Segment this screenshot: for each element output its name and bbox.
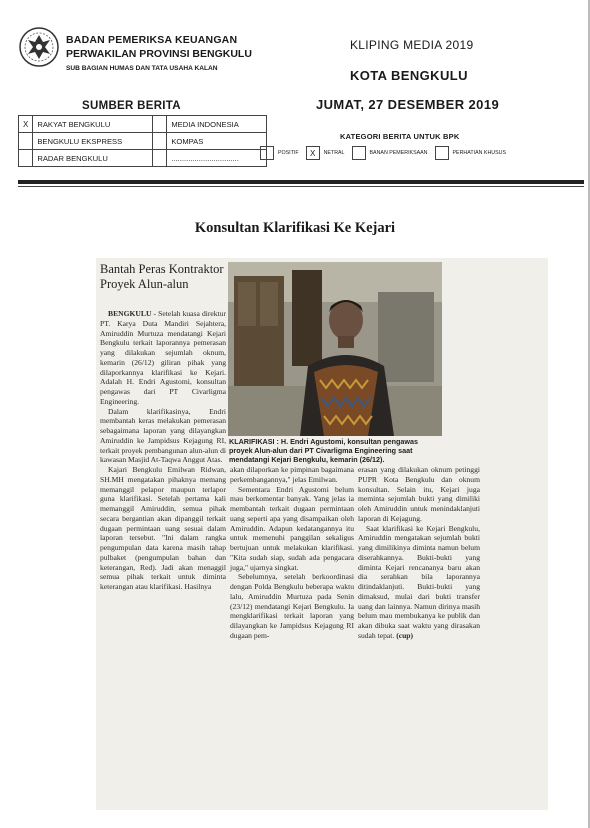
kategori-label: POSITIF	[278, 150, 299, 156]
sumber-table	[18, 115, 267, 167]
kategori-row	[260, 146, 513, 160]
kategori-label: NETRAL	[323, 150, 345, 156]
header-divider-thick	[18, 180, 584, 184]
sumber-mark[interactable]	[19, 133, 33, 150]
paragraph: Kajari Bengkulu Emilwan Ridwan, SH.MH mengatakan pihaknya memang memanggil pelapor maupun terlapor guna klarifikasi. Setelah pertama kali memanggil Amiruddin, semua pihak secara bergantian akan dipanggil terkait dugaan permintaan uang sesuai dalam laporan tersebut. "Ini dalam rangka pengumpulan data karena masih tahap pulbaket (pengumpulan bahan dan keterangan, Red). Jadi akan menaggil semua pihak terkait untuk diminta keterangan atau klarifikasi. Hasilnya	[100, 465, 226, 591]
paragraph: Sebelumnya, setelah berkoordinasi dengan Polda Bengkulu beberapa waktu lalu, Amiruddin Murtuza pada Senin (23/12) mendatangi Kejari Bengkulu. Ia mengklarifikasi terkait laporan yang dilayangkan ke Jampidsus Kejagung RI dugaan pem-	[230, 572, 354, 640]
author-sign: (cup)	[396, 630, 414, 640]
sumber-mark[interactable]	[153, 116, 167, 133]
sumber-row	[19, 133, 267, 150]
sumber-row	[19, 116, 267, 133]
kategori-checkbox[interactable]	[260, 146, 274, 160]
kategori-label: PERHATIAN KHUSUS	[452, 150, 506, 156]
sumber-name: MEDIA INDONESIA	[167, 116, 267, 133]
sumber-title: SUMBER BERITA	[82, 100, 181, 112]
kategori-checkbox[interactable]	[352, 146, 366, 160]
article-column-1	[100, 309, 226, 592]
bpk-logo	[14, 26, 64, 68]
kliping-label: KLIPING MEDIA 2019	[350, 38, 474, 52]
paragraph: erasan yang dilakukan oknum petinggi PUPR Kota Bengkulu dan oknum konsultan. Selain itu, Kejari juga meminta sejumlah bukti yang dimiliki oleh Amiruddin untuk menindaklanjuti laporan di Kejagung.	[358, 465, 480, 523]
org-name: BADAN PEMERIKSA KEUANGAN	[66, 34, 238, 46]
paragraph	[358, 524, 480, 641]
sumber-name: RAKYAT BENGKULU	[33, 116, 153, 133]
paragraph	[100, 309, 226, 407]
organization-block	[66, 34, 252, 72]
article-title: Bantah Peras Kontraktor Proyek Alun-alun	[100, 262, 224, 291]
paragraph-text: Saat klarifikasi ke Kejari Bengkulu, Amiruddin mengatakan sejumlah bukti yang dimilikinya diminta namun belum diserahkannya. Bukti-bukti yang diminta Kejari rencananya baru akan dia serahkan bila laporannya ditindaklanjuti. Bukti-bukti yang dimaksud, mulai dari bukti transfer uang dan lainnya. Namun dirinya masih belum mau membukanya ke publik dan akan dibuka saat waktu yang dirasakan sudah tepat.	[358, 523, 480, 640]
article-headline: Konsultan Klarifikasi Ke Kejari	[194, 220, 396, 236]
sumber-name: BENGKULU EKSPRESS	[33, 133, 153, 150]
paragraph: akan dilaporkan ke pimpinan bagaimana perkembangannya," jelas Emilwan.	[230, 465, 354, 484]
article-photo	[228, 262, 442, 436]
sumber-row	[19, 150, 267, 167]
sumber-name: KOMPAS	[167, 133, 267, 150]
paragraph: Sementara Endri Agustomi belum mau berkomentar banyak. Yang jelas ia membantah terkait dugaan permintaan uang seperti apa yang disampaikan oleh Amiruddin. Adapun kedatangannya itu untuk memenuhi panggilan sekaligus bertujuan untuk melakukan klarifikasi. "Kita sudah siap, sudah ada pengacara juga," ujarnya singkat.	[230, 484, 354, 572]
sumber-mark[interactable]	[153, 150, 167, 167]
header-divider-thin	[18, 186, 584, 187]
dateline: BENGKULU	[108, 309, 152, 318]
paragraph: Dalam klarifikasinya, Endri membantah keras melakukan pemerasan sebagaimana laporan yang dilayangkan Amiruddin ke Jampidsus Kejagung RI, terkait proyek pembangunan alun-alun di kawasan Masjid At-Taqwa Anggut Atas.	[100, 406, 226, 465]
kategori-checkbox[interactable]: X	[306, 146, 320, 160]
sumber-mark[interactable]	[19, 150, 33, 167]
sumber-name: ................................	[167, 150, 267, 167]
sumber-name: RADAR BENGKULU	[33, 150, 153, 167]
kategori-label: BANAN PEMERIKSAAN	[369, 150, 428, 156]
sumber-mark[interactable]	[153, 133, 167, 150]
city-label: KOTA BENGKULU	[350, 68, 468, 83]
date-label: JUMAT, 27 DESEMBER 2019	[316, 97, 500, 112]
article-column-2	[230, 465, 354, 641]
sumber-mark[interactable]: X	[19, 116, 33, 133]
kategori-checkbox[interactable]	[435, 146, 449, 160]
article-column-3	[358, 465, 480, 641]
org-region: PERWAKILAN PROVINSI BENGKULU	[66, 48, 252, 60]
photo-caption: KLARIFIKASI : H. Endri Agustomi, konsultan pengawas proyek Alun-alun dari PT Civarligma Engineering saat mendatangi Kejari Bengkulu, kemarin (26/12).	[229, 437, 419, 464]
kategori-title: KATEGORI BERITA UNTUK BPK	[340, 132, 460, 141]
org-unit: SUB BAGIAN HUMAS DAN TATA USAHA KALAN	[66, 65, 218, 72]
paragraph-text: - Setelah kuasa direktur PT. Karya Duta Mandiri Sejahtera, Amiruddin Murtuza mendatangi Kejari Bengkulu terkait laporannya pemerasan yang dilakukan sejumlah oknum, kemarin (26/12) giliran pihak yang dilaporkannya klarifikasi ke Kejari. Adalah H. Endri Agustomi, konsultan pengawas dari PT Civarligma Engineering.	[100, 309, 226, 406]
